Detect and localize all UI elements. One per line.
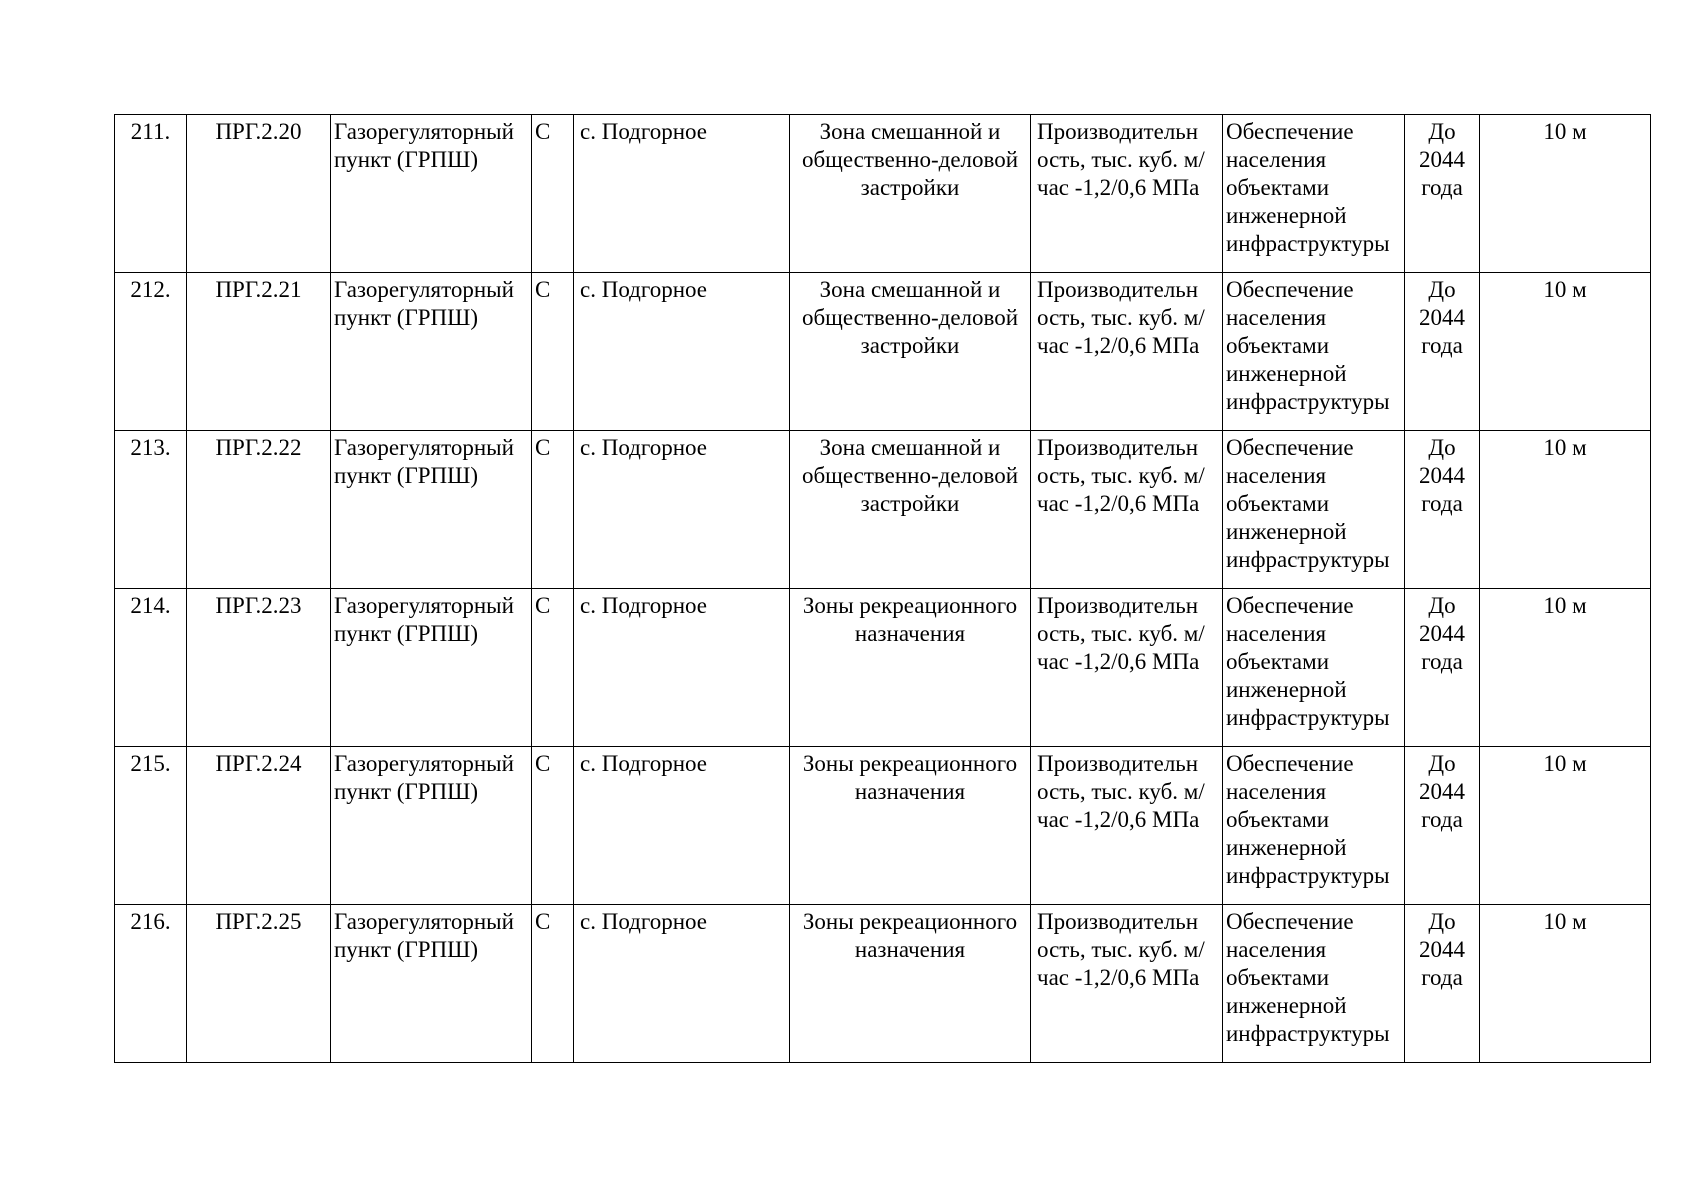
object-name-cell: Газорегуляторный пункт (ГРПШ)	[331, 115, 532, 273]
purpose-cell: Обеспечение населения объектами инженерной инфраструктуры	[1223, 747, 1405, 905]
characteristics-cell: Производительн ость, тыс. куб. м/час -1,2/0,6 МПа	[1031, 589, 1223, 747]
functional-zone-cell: Зоны рекреационного назначения	[790, 905, 1031, 1063]
characteristics-cell: Производительн ость, тыс. куб. м/час -1,2/0,6 МПа	[1031, 747, 1223, 905]
functional-zone-cell: Зоны рекреационного назначения	[790, 589, 1031, 747]
term-cell: До 2044 года	[1405, 273, 1480, 431]
object-name-cell: Газорегуляторный пункт (ГРПШ)	[331, 273, 532, 431]
protection-zone-cell: 10 м	[1480, 273, 1651, 431]
characteristics-cell: Производительн ость, тыс. куб. м/час -1,2/0,6 МПа	[1031, 905, 1223, 1063]
object-status-cell: С	[532, 431, 574, 589]
characteristics-cell: Производительн ость, тыс. куб. м/час -1,2/0,6 МПа	[1031, 273, 1223, 431]
term-cell: До 2044 года	[1405, 747, 1480, 905]
location-cell: с. Подгорное	[574, 589, 790, 747]
object-status-cell: С	[532, 905, 574, 1063]
table-row	[115, 431, 1651, 589]
functional-zone-cell: Зоны рекреационного назначения	[790, 747, 1031, 905]
term-cell: До 2044 года	[1405, 589, 1480, 747]
characteristics-cell: Производительн ость, тыс. куб. м/час -1,2/0,6 МПа	[1031, 431, 1223, 589]
table-body	[115, 115, 1651, 1063]
protection-zone-cell: 10 м	[1480, 431, 1651, 589]
protection-zone-cell: 10 м	[1480, 747, 1651, 905]
object-name-cell: Газорегуляторный пункт (ГРПШ)	[331, 431, 532, 589]
object-name-cell: Газорегуляторный пункт (ГРПШ)	[331, 589, 532, 747]
location-cell: с. Подгорное	[574, 431, 790, 589]
purpose-cell: Обеспечение населения объектами инженерной инфраструктуры	[1223, 273, 1405, 431]
location-cell: с. Подгорное	[574, 905, 790, 1063]
table-row	[115, 273, 1651, 431]
object-code-cell: ПРГ.2.21	[187, 273, 331, 431]
functional-zone-cell: Зона смешанной и общественно-деловой застройки	[790, 273, 1031, 431]
location-cell: с. Подгорное	[574, 115, 790, 273]
table-row	[115, 905, 1651, 1063]
purpose-cell: Обеспечение населения объектами инженерной инфраструктуры	[1223, 589, 1405, 747]
object-name-cell: Газорегуляторный пункт (ГРПШ)	[331, 905, 532, 1063]
location-cell: с. Подгорное	[574, 273, 790, 431]
row-number-cell: 214.	[115, 589, 187, 747]
protection-zone-cell: 10 м	[1480, 589, 1651, 747]
functional-zone-cell: Зона смешанной и общественно-деловой застройки	[790, 431, 1031, 589]
object-code-cell: ПРГ.2.24	[187, 747, 331, 905]
purpose-cell: Обеспечение населения объектами инженерной инфраструктуры	[1223, 431, 1405, 589]
object-name-cell: Газорегуляторный пункт (ГРПШ)	[331, 747, 532, 905]
object-status-cell: С	[532, 273, 574, 431]
characteristics-cell: Производительн ость, тыс. куб. м/час -1,2/0,6 МПа	[1031, 115, 1223, 273]
location-cell: с. Подгорное	[574, 747, 790, 905]
functional-zone-cell: Зона смешанной и общественно-деловой застройки	[790, 115, 1031, 273]
object-status-cell: С	[532, 589, 574, 747]
object-code-cell: ПРГ.2.22	[187, 431, 331, 589]
table-row	[115, 589, 1651, 747]
row-number-cell: 213.	[115, 431, 187, 589]
object-status-cell: С	[532, 115, 574, 273]
term-cell: До 2044 года	[1405, 115, 1480, 273]
row-number-cell: 216.	[115, 905, 187, 1063]
purpose-cell: Обеспечение населения объектами инженерной инфраструктуры	[1223, 905, 1405, 1063]
table-row	[115, 115, 1651, 273]
table-row	[115, 747, 1651, 905]
purpose-cell: Обеспечение населения объектами инженерной инфраструктуры	[1223, 115, 1405, 273]
object-code-cell: ПРГ.2.25	[187, 905, 331, 1063]
objects-table	[114, 114, 1651, 1063]
protection-zone-cell: 10 м	[1480, 905, 1651, 1063]
row-number-cell: 215.	[115, 747, 187, 905]
term-cell: До 2044 года	[1405, 905, 1480, 1063]
row-number-cell: 212.	[115, 273, 187, 431]
object-status-cell: С	[532, 747, 574, 905]
object-code-cell: ПРГ.2.20	[187, 115, 331, 273]
term-cell: До 2044 года	[1405, 431, 1480, 589]
row-number-cell: 211.	[115, 115, 187, 273]
object-code-cell: ПРГ.2.23	[187, 589, 331, 747]
protection-zone-cell: 10 м	[1480, 115, 1651, 273]
